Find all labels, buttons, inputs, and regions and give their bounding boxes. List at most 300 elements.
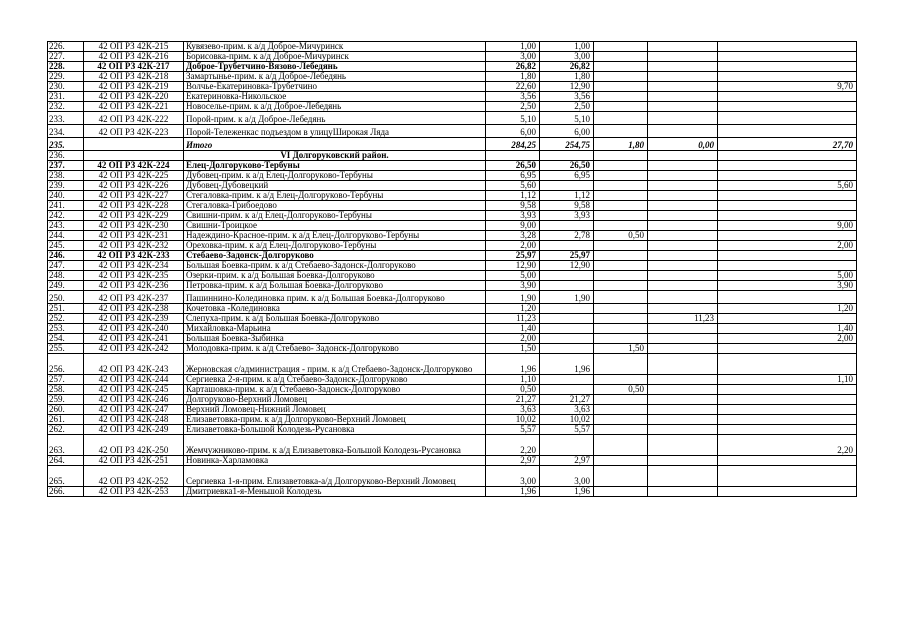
table-row xyxy=(48,241,857,251)
dirt-length-cell: 2,00 xyxy=(718,241,857,251)
road-name-cell: Сергиевка 1-я-прим. Елизаветовка-а/д Долгоруково-Верхний Ломовец xyxy=(184,466,486,487)
table-row xyxy=(48,201,857,211)
total-length-cell: 3,63 xyxy=(486,405,540,415)
road-code-cell: 42 ОП РЗ 42К-216 xyxy=(84,52,184,62)
dirt-length-cell xyxy=(718,395,857,405)
total-length-cell: 1,10 xyxy=(486,375,540,385)
row-number-cell: 263. xyxy=(48,435,84,456)
road-code-cell: 42 ОП РЗ 42К-218 xyxy=(84,72,184,82)
asphalt-length-cell: 6,00 xyxy=(540,125,594,138)
asphalt-length-cell: 6,95 xyxy=(540,171,594,181)
asphalt-length-cell: 3,00 xyxy=(540,466,594,487)
total-length-cell: 6,00 xyxy=(486,125,540,138)
crushed-stone-length-cell xyxy=(648,415,718,425)
asphalt-length-cell xyxy=(540,324,594,334)
gravel-length-cell xyxy=(594,221,648,231)
road-name-cell: Большая Боевка-Зыбинка xyxy=(184,334,486,344)
table-row xyxy=(48,375,857,385)
total-length-cell: 5,10 xyxy=(486,112,540,125)
total-length-cell: 2,00 xyxy=(486,241,540,251)
table-row xyxy=(48,304,857,314)
total-length-cell: 3,00 xyxy=(486,52,540,62)
table-row xyxy=(48,112,857,125)
table-row xyxy=(48,415,857,425)
table-row xyxy=(48,466,857,487)
dirt-length-cell: 9,00 xyxy=(718,221,857,231)
dirt-length-cell xyxy=(718,211,857,221)
crushed-stone-length-cell xyxy=(648,385,718,395)
crushed-stone-length-cell xyxy=(648,395,718,405)
gravel-length-cell xyxy=(594,415,648,425)
road-name-cell: Жемчужниково-прим. к а/д Елизаветовка-Большой Колодезь-Русановка xyxy=(184,435,486,456)
row-number-cell: 264. xyxy=(48,456,84,466)
row-number-cell: 237. xyxy=(48,161,84,171)
crushed-stone-length-cell xyxy=(648,221,718,231)
table-row xyxy=(48,344,857,354)
asphalt-length-cell: 1,90 xyxy=(540,291,594,304)
table-row xyxy=(48,102,857,112)
road-code-cell: 42 ОП РЗ 42К-233 xyxy=(84,251,184,261)
total-length-cell: 1,20 xyxy=(486,304,540,314)
gravel-length-cell xyxy=(594,324,648,334)
road-name-cell: Итого xyxy=(184,138,486,151)
dirt-length-cell: 5,60 xyxy=(718,181,857,191)
road-code-cell: 42 ОП РЗ 42К-236 xyxy=(84,281,184,291)
table-row xyxy=(48,211,857,221)
total-length-cell: 3,00 xyxy=(486,466,540,487)
crushed-stone-length-cell xyxy=(648,324,718,334)
road-name-cell: Петровка-прим. к а/д Большая Боевка-Долгоруково xyxy=(184,281,486,291)
total-length-cell: 3,28 xyxy=(486,231,540,241)
gravel-length-cell xyxy=(594,304,648,314)
asphalt-length-cell: 5,57 xyxy=(540,425,594,435)
row-number-cell: 246. xyxy=(48,251,84,261)
dirt-length-cell xyxy=(718,151,857,161)
table-row xyxy=(48,82,857,92)
table-row xyxy=(48,52,857,62)
gravel-length-cell xyxy=(594,405,648,415)
crushed-stone-length-cell xyxy=(648,405,718,415)
road-name-cell: Кочетовка -Колединовка xyxy=(184,304,486,314)
dirt-length-cell: 1,20 xyxy=(718,304,857,314)
dirt-length-cell xyxy=(718,191,857,201)
row-number-cell: 226. xyxy=(48,42,84,52)
road-name-cell: Надеждино-Красное-прим. к а/д Елец-Долгоруково-Тербуны xyxy=(184,231,486,241)
table-row xyxy=(48,314,857,324)
crushed-stone-length-cell xyxy=(648,161,718,171)
crushed-stone-length-cell xyxy=(648,201,718,211)
total-length-cell: 5,57 xyxy=(486,425,540,435)
row-number-cell: 253. xyxy=(48,324,84,334)
row-number-cell: 236. xyxy=(48,151,84,161)
row-number-cell: 227. xyxy=(48,52,84,62)
total-length-cell: 2,97 xyxy=(486,456,540,466)
gravel-length-cell xyxy=(594,281,648,291)
road-name-cell: Дмитриевка1-я-Меньшой Колодезь xyxy=(184,487,486,497)
asphalt-length-cell xyxy=(540,281,594,291)
road-name-cell: Елизаветовка-прим. к а/д Долгоруково-Верхний Ломовец xyxy=(184,415,486,425)
total-length-cell: 1,00 xyxy=(486,42,540,52)
dirt-length-cell xyxy=(718,314,857,324)
gravel-length-cell xyxy=(594,261,648,271)
road-name-cell: Екатериновка-Никольское xyxy=(184,92,486,102)
asphalt-length-cell xyxy=(540,385,594,395)
total-length-cell: 6,95 xyxy=(486,171,540,181)
road-name-cell: Озерки-прим. к а/д Большая Боевка-Долгоруково xyxy=(184,271,486,281)
row-number-cell: 250. xyxy=(48,291,84,304)
road-name-cell: VI Долгоруковский район. xyxy=(184,151,486,161)
road-code-cell: 42 ОП РЗ 42К-248 xyxy=(84,415,184,425)
road-code-cell: 42 ОП РЗ 42К-251 xyxy=(84,456,184,466)
asphalt-length-cell: 26,50 xyxy=(540,161,594,171)
row-number-cell: 245. xyxy=(48,241,84,251)
road-name-cell: Стегаловка-прим. к а/д Елец-Долгоруково-Тербуны xyxy=(184,191,486,201)
crushed-stone-length-cell xyxy=(648,125,718,138)
asphalt-length-cell: 1,00 xyxy=(540,42,594,52)
total-length-cell: 1,12 xyxy=(486,191,540,201)
dirt-length-cell: 2,00 xyxy=(718,334,857,344)
row-number-cell: 249. xyxy=(48,281,84,291)
asphalt-length-cell xyxy=(540,375,594,385)
dirt-length-cell: 1,10 xyxy=(718,375,857,385)
table-row xyxy=(48,395,857,405)
road-register-table xyxy=(47,41,857,497)
road-name-cell: Елизаветовка-Большой Колодезь-Русановка xyxy=(184,425,486,435)
crushed-stone-length-cell: 11,23 xyxy=(648,314,718,324)
dirt-length-cell xyxy=(718,72,857,82)
total-length-cell: 5,60 xyxy=(486,181,540,191)
asphalt-length-cell: 1,12 xyxy=(540,191,594,201)
table-row xyxy=(48,125,857,138)
total-length-cell: 26,82 xyxy=(486,62,540,72)
road-name-cell: Волчье-Екатериновка-Трубетчино xyxy=(184,82,486,92)
asphalt-length-cell xyxy=(540,271,594,281)
dirt-length-cell xyxy=(718,125,857,138)
road-code-cell: 42 ОП РЗ 42К-215 xyxy=(84,42,184,52)
gravel-length-cell xyxy=(594,42,648,52)
road-name-cell: Новинка-Харламовка xyxy=(184,456,486,466)
dirt-length-cell xyxy=(718,456,857,466)
crushed-stone-length-cell xyxy=(648,231,718,241)
road-code-cell: 42 ОП РЗ 42К-246 xyxy=(84,395,184,405)
road-name-cell: Пашиннино-Колединовка прим. к а/д Большая Боевка-Долгоруково xyxy=(184,291,486,304)
total-length-cell: 22,60 xyxy=(486,82,540,92)
dirt-length-cell xyxy=(718,231,857,241)
gravel-length-cell xyxy=(594,466,648,487)
road-code-cell: 42 ОП РЗ 42К-240 xyxy=(84,324,184,334)
gravel-length-cell xyxy=(594,354,648,375)
table-row xyxy=(48,42,857,52)
table-row xyxy=(48,151,857,161)
gravel-length-cell xyxy=(594,314,648,324)
total-length-cell: 1,96 xyxy=(486,487,540,497)
asphalt-length-cell xyxy=(540,344,594,354)
asphalt-length-cell: 9,58 xyxy=(540,201,594,211)
table-row xyxy=(48,171,857,181)
gravel-length-cell xyxy=(594,102,648,112)
dirt-length-cell xyxy=(718,251,857,261)
road-code-cell: 42 ОП РЗ 42К-228 xyxy=(84,201,184,211)
crushed-stone-length-cell xyxy=(648,151,718,161)
row-number-cell: 248. xyxy=(48,271,84,281)
row-number-cell: 228. xyxy=(48,62,84,72)
dirt-length-cell: 5,00 xyxy=(718,271,857,281)
row-number-cell: 256. xyxy=(48,354,84,375)
crushed-stone-length-cell xyxy=(648,211,718,221)
dirt-length-cell xyxy=(718,425,857,435)
road-code-cell: 42 ОП РЗ 42К-239 xyxy=(84,314,184,324)
road-code-cell xyxy=(84,151,184,161)
asphalt-length-cell: 3,00 xyxy=(540,52,594,62)
gravel-length-cell xyxy=(594,161,648,171)
road-code-cell: 42 ОП РЗ 42К-224 xyxy=(84,161,184,171)
gravel-length-cell xyxy=(594,92,648,102)
row-number-cell: 229. xyxy=(48,72,84,82)
dirt-length-cell xyxy=(718,466,857,487)
road-code-cell: 42 ОП РЗ 42К-227 xyxy=(84,191,184,201)
row-number-cell: 238. xyxy=(48,171,84,181)
table-row xyxy=(48,281,857,291)
asphalt-length-cell xyxy=(540,304,594,314)
total-length-cell: 26,50 xyxy=(486,161,540,171)
crushed-stone-length-cell xyxy=(648,62,718,72)
road-name-cell: Верхний Ломовец-Нижний Ломовец xyxy=(184,405,486,415)
dirt-length-cell xyxy=(718,415,857,425)
gravel-length-cell xyxy=(594,181,648,191)
row-number-cell: 260. xyxy=(48,405,84,415)
road-code-cell: 42 ОП РЗ 42К-247 xyxy=(84,405,184,415)
total-length-cell: 9,00 xyxy=(486,221,540,231)
dirt-length-cell xyxy=(718,112,857,125)
road-code-cell: 42 ОП РЗ 42К-223 xyxy=(84,125,184,138)
asphalt-length-cell: 3,93 xyxy=(540,211,594,221)
dirt-length-cell: 2,20 xyxy=(718,435,857,456)
total-length-cell: 10,02 xyxy=(486,415,540,425)
row-number-cell: 244. xyxy=(48,231,84,241)
gravel-length-cell xyxy=(594,62,648,72)
dirt-length-cell xyxy=(718,62,857,72)
row-number-cell: 266. xyxy=(48,487,84,497)
table-row xyxy=(48,221,857,231)
road-name-cell: Стебаево-Задонск-Долгоруково xyxy=(184,251,486,261)
road-code-cell: 42 ОП РЗ 42К-234 xyxy=(84,261,184,271)
crushed-stone-length-cell xyxy=(648,334,718,344)
gravel-length-cell: 0,50 xyxy=(594,385,648,395)
dirt-length-cell xyxy=(718,405,857,415)
asphalt-length-cell xyxy=(540,435,594,456)
dirt-length-cell xyxy=(718,171,857,181)
dirt-length-cell xyxy=(718,161,857,171)
crushed-stone-length-cell xyxy=(648,487,718,497)
table-row xyxy=(48,191,857,201)
row-number-cell: 261. xyxy=(48,415,84,425)
total-length-cell: 2,50 xyxy=(486,102,540,112)
table-row xyxy=(48,324,857,334)
asphalt-length-cell: 254,75 xyxy=(540,138,594,151)
table-row xyxy=(48,385,857,395)
dirt-length-cell xyxy=(718,344,857,354)
road-name-cell: Сергиевка 2-я-прим. к а/д Стебаево-Задонск-Долгоруково xyxy=(184,375,486,385)
crushed-stone-length-cell xyxy=(648,261,718,271)
road-name-cell: Михайловка-Марьина xyxy=(184,324,486,334)
crushed-stone-length-cell xyxy=(648,181,718,191)
gravel-length-cell xyxy=(594,211,648,221)
dirt-length-cell xyxy=(718,102,857,112)
total-length-cell: 9,58 xyxy=(486,201,540,211)
road-name-cell: Новоселье-прим. к а/д Доброе-Лебедянь xyxy=(184,102,486,112)
table-row xyxy=(48,161,857,171)
crushed-stone-length-cell xyxy=(648,304,718,314)
road-code-cell: 42 ОП РЗ 42К-252 xyxy=(84,466,184,487)
total-length-cell: 1,50 xyxy=(486,344,540,354)
crushed-stone-length-cell xyxy=(648,425,718,435)
gravel-length-cell xyxy=(594,52,648,62)
road-code-cell: 42 ОП РЗ 42К-253 xyxy=(84,487,184,497)
table-row xyxy=(48,354,857,375)
crushed-stone-length-cell xyxy=(648,456,718,466)
road-code-cell: 42 ОП РЗ 42К-232 xyxy=(84,241,184,251)
asphalt-length-cell: 1,96 xyxy=(540,487,594,497)
asphalt-length-cell: 3,56 xyxy=(540,92,594,102)
gravel-length-cell xyxy=(594,291,648,304)
gravel-length-cell xyxy=(594,395,648,405)
asphalt-length-cell: 3,63 xyxy=(540,405,594,415)
asphalt-length-cell: 2,78 xyxy=(540,231,594,241)
road-name-cell: Доброе-Трубетчино-Вязово-Лебедянь xyxy=(184,62,486,72)
dirt-length-cell xyxy=(718,261,857,271)
row-number-cell: 243. xyxy=(48,221,84,231)
road-code-cell: 42 ОП РЗ 42К-230 xyxy=(84,221,184,231)
row-number-cell: 255. xyxy=(48,344,84,354)
crushed-stone-length-cell xyxy=(648,241,718,251)
gravel-length-cell xyxy=(594,82,648,92)
row-number-cell: 242. xyxy=(48,211,84,221)
crushed-stone-length-cell xyxy=(648,354,718,375)
road-name-cell: Жерновская с/администрация - прим. к а/д Стебаево-Задонск-Долгоруково xyxy=(184,354,486,375)
gravel-length-cell xyxy=(594,456,648,466)
road-code-cell: 42 ОП РЗ 42К-242 xyxy=(84,344,184,354)
dirt-length-cell xyxy=(718,487,857,497)
gravel-length-cell xyxy=(594,125,648,138)
road-code-cell: 42 ОП РЗ 42К-241 xyxy=(84,334,184,344)
row-number-cell: 258. xyxy=(48,385,84,395)
road-name-cell: Порой-прим. к а/д Доброе-Лебедянь xyxy=(184,112,486,125)
asphalt-length-cell: 2,50 xyxy=(540,102,594,112)
road-code-cell: 42 ОП РЗ 42К-235 xyxy=(84,271,184,281)
asphalt-length-cell: 21,27 xyxy=(540,395,594,405)
gravel-length-cell: 1,50 xyxy=(594,344,648,354)
row-number-cell: 235. xyxy=(48,138,84,151)
total-length-cell: 1,90 xyxy=(486,291,540,304)
row-number-cell: 251. xyxy=(48,304,84,314)
table-row xyxy=(48,231,857,241)
asphalt-length-cell: 12,90 xyxy=(540,82,594,92)
table-row xyxy=(48,425,857,435)
road-name-cell: Порой-Тележенкас подъездом в улицуШирокая Ляда xyxy=(184,125,486,138)
road-name-cell: Дубовец-Дубовецкий xyxy=(184,181,486,191)
crushed-stone-length-cell xyxy=(648,72,718,82)
crushed-stone-length-cell xyxy=(648,171,718,181)
dirt-length-cell xyxy=(718,52,857,62)
road-name-cell: Молодовка-прим. к а/д Стебаево- Задонск-Долгоруково xyxy=(184,344,486,354)
row-number-cell: 254. xyxy=(48,334,84,344)
gravel-length-cell: 0,50 xyxy=(594,231,648,241)
crushed-stone-length-cell xyxy=(648,191,718,201)
asphalt-length-cell xyxy=(540,314,594,324)
table-row xyxy=(48,92,857,102)
asphalt-length-cell: 12,90 xyxy=(540,261,594,271)
total-length-cell: 25,97 xyxy=(486,251,540,261)
table-row xyxy=(48,62,857,72)
crushed-stone-length-cell xyxy=(648,291,718,304)
table-row xyxy=(48,456,857,466)
road-code-cell: 42 ОП РЗ 42К-238 xyxy=(84,304,184,314)
gravel-length-cell xyxy=(594,191,648,201)
table-row xyxy=(48,271,857,281)
road-name-cell: Замартынье-прим. к а/д Доброе-Лебедянь xyxy=(184,72,486,82)
row-number-cell: 241. xyxy=(48,201,84,211)
row-number-cell: 240. xyxy=(48,191,84,201)
row-number-cell: 257. xyxy=(48,375,84,385)
gravel-length-cell xyxy=(594,271,648,281)
dirt-length-cell xyxy=(718,354,857,375)
total-length-cell: 3,56 xyxy=(486,92,540,102)
crushed-stone-length-cell xyxy=(648,82,718,92)
asphalt-length-cell: 2,97 xyxy=(540,456,594,466)
crushed-stone-length-cell: 0,00 xyxy=(648,138,718,151)
row-number-cell: 259. xyxy=(48,395,84,405)
gravel-length-cell xyxy=(594,112,648,125)
gravel-length-cell xyxy=(594,72,648,82)
road-name-cell: Слепуха-прим. к а/д Большая Боевка-Долгоруково xyxy=(184,314,486,324)
table-row xyxy=(48,251,857,261)
road-name-cell: Стегаловка-Грибоедово xyxy=(184,201,486,211)
asphalt-length-cell: 1,96 xyxy=(540,354,594,375)
total-length-cell: 5,00 xyxy=(486,271,540,281)
table-row xyxy=(48,291,857,304)
total-length-cell: 21,27 xyxy=(486,395,540,405)
table-row xyxy=(48,72,857,82)
road-code-cell: 42 ОП РЗ 42К-250 xyxy=(84,435,184,456)
gravel-length-cell: 1,80 xyxy=(594,138,648,151)
crushed-stone-length-cell xyxy=(648,281,718,291)
dirt-length-cell: 3,90 xyxy=(718,281,857,291)
road-code-cell: 42 ОП РЗ 42К-219 xyxy=(84,82,184,92)
total-length-cell: 2,00 xyxy=(486,334,540,344)
total-length-cell: 1,80 xyxy=(486,72,540,82)
asphalt-length-cell xyxy=(540,334,594,344)
road-code-cell: 42 ОП РЗ 42К-231 xyxy=(84,231,184,241)
table-row xyxy=(48,435,857,456)
row-number-cell: 252. xyxy=(48,314,84,324)
dirt-length-cell xyxy=(718,385,857,395)
row-number-cell: 231. xyxy=(48,92,84,102)
gravel-length-cell xyxy=(594,425,648,435)
asphalt-length-cell: 1,80 xyxy=(540,72,594,82)
row-number-cell: 232. xyxy=(48,102,84,112)
asphalt-length-cell xyxy=(540,221,594,231)
asphalt-length-cell: 5,10 xyxy=(540,112,594,125)
total-length-cell: 0,50 xyxy=(486,385,540,395)
road-name-cell: Елец-Долгоруково-Тербуны xyxy=(184,161,486,171)
crushed-stone-length-cell xyxy=(648,344,718,354)
road-name-cell: Карташовка-прим. к а/д Стебаево-Задонск-Долгоруково xyxy=(184,385,486,395)
row-number-cell: 234. xyxy=(48,125,84,138)
dirt-length-cell: 27,70 xyxy=(718,138,857,151)
total-length-cell: 1,96 xyxy=(486,354,540,375)
dirt-length-cell xyxy=(718,291,857,304)
table-body xyxy=(48,42,857,497)
